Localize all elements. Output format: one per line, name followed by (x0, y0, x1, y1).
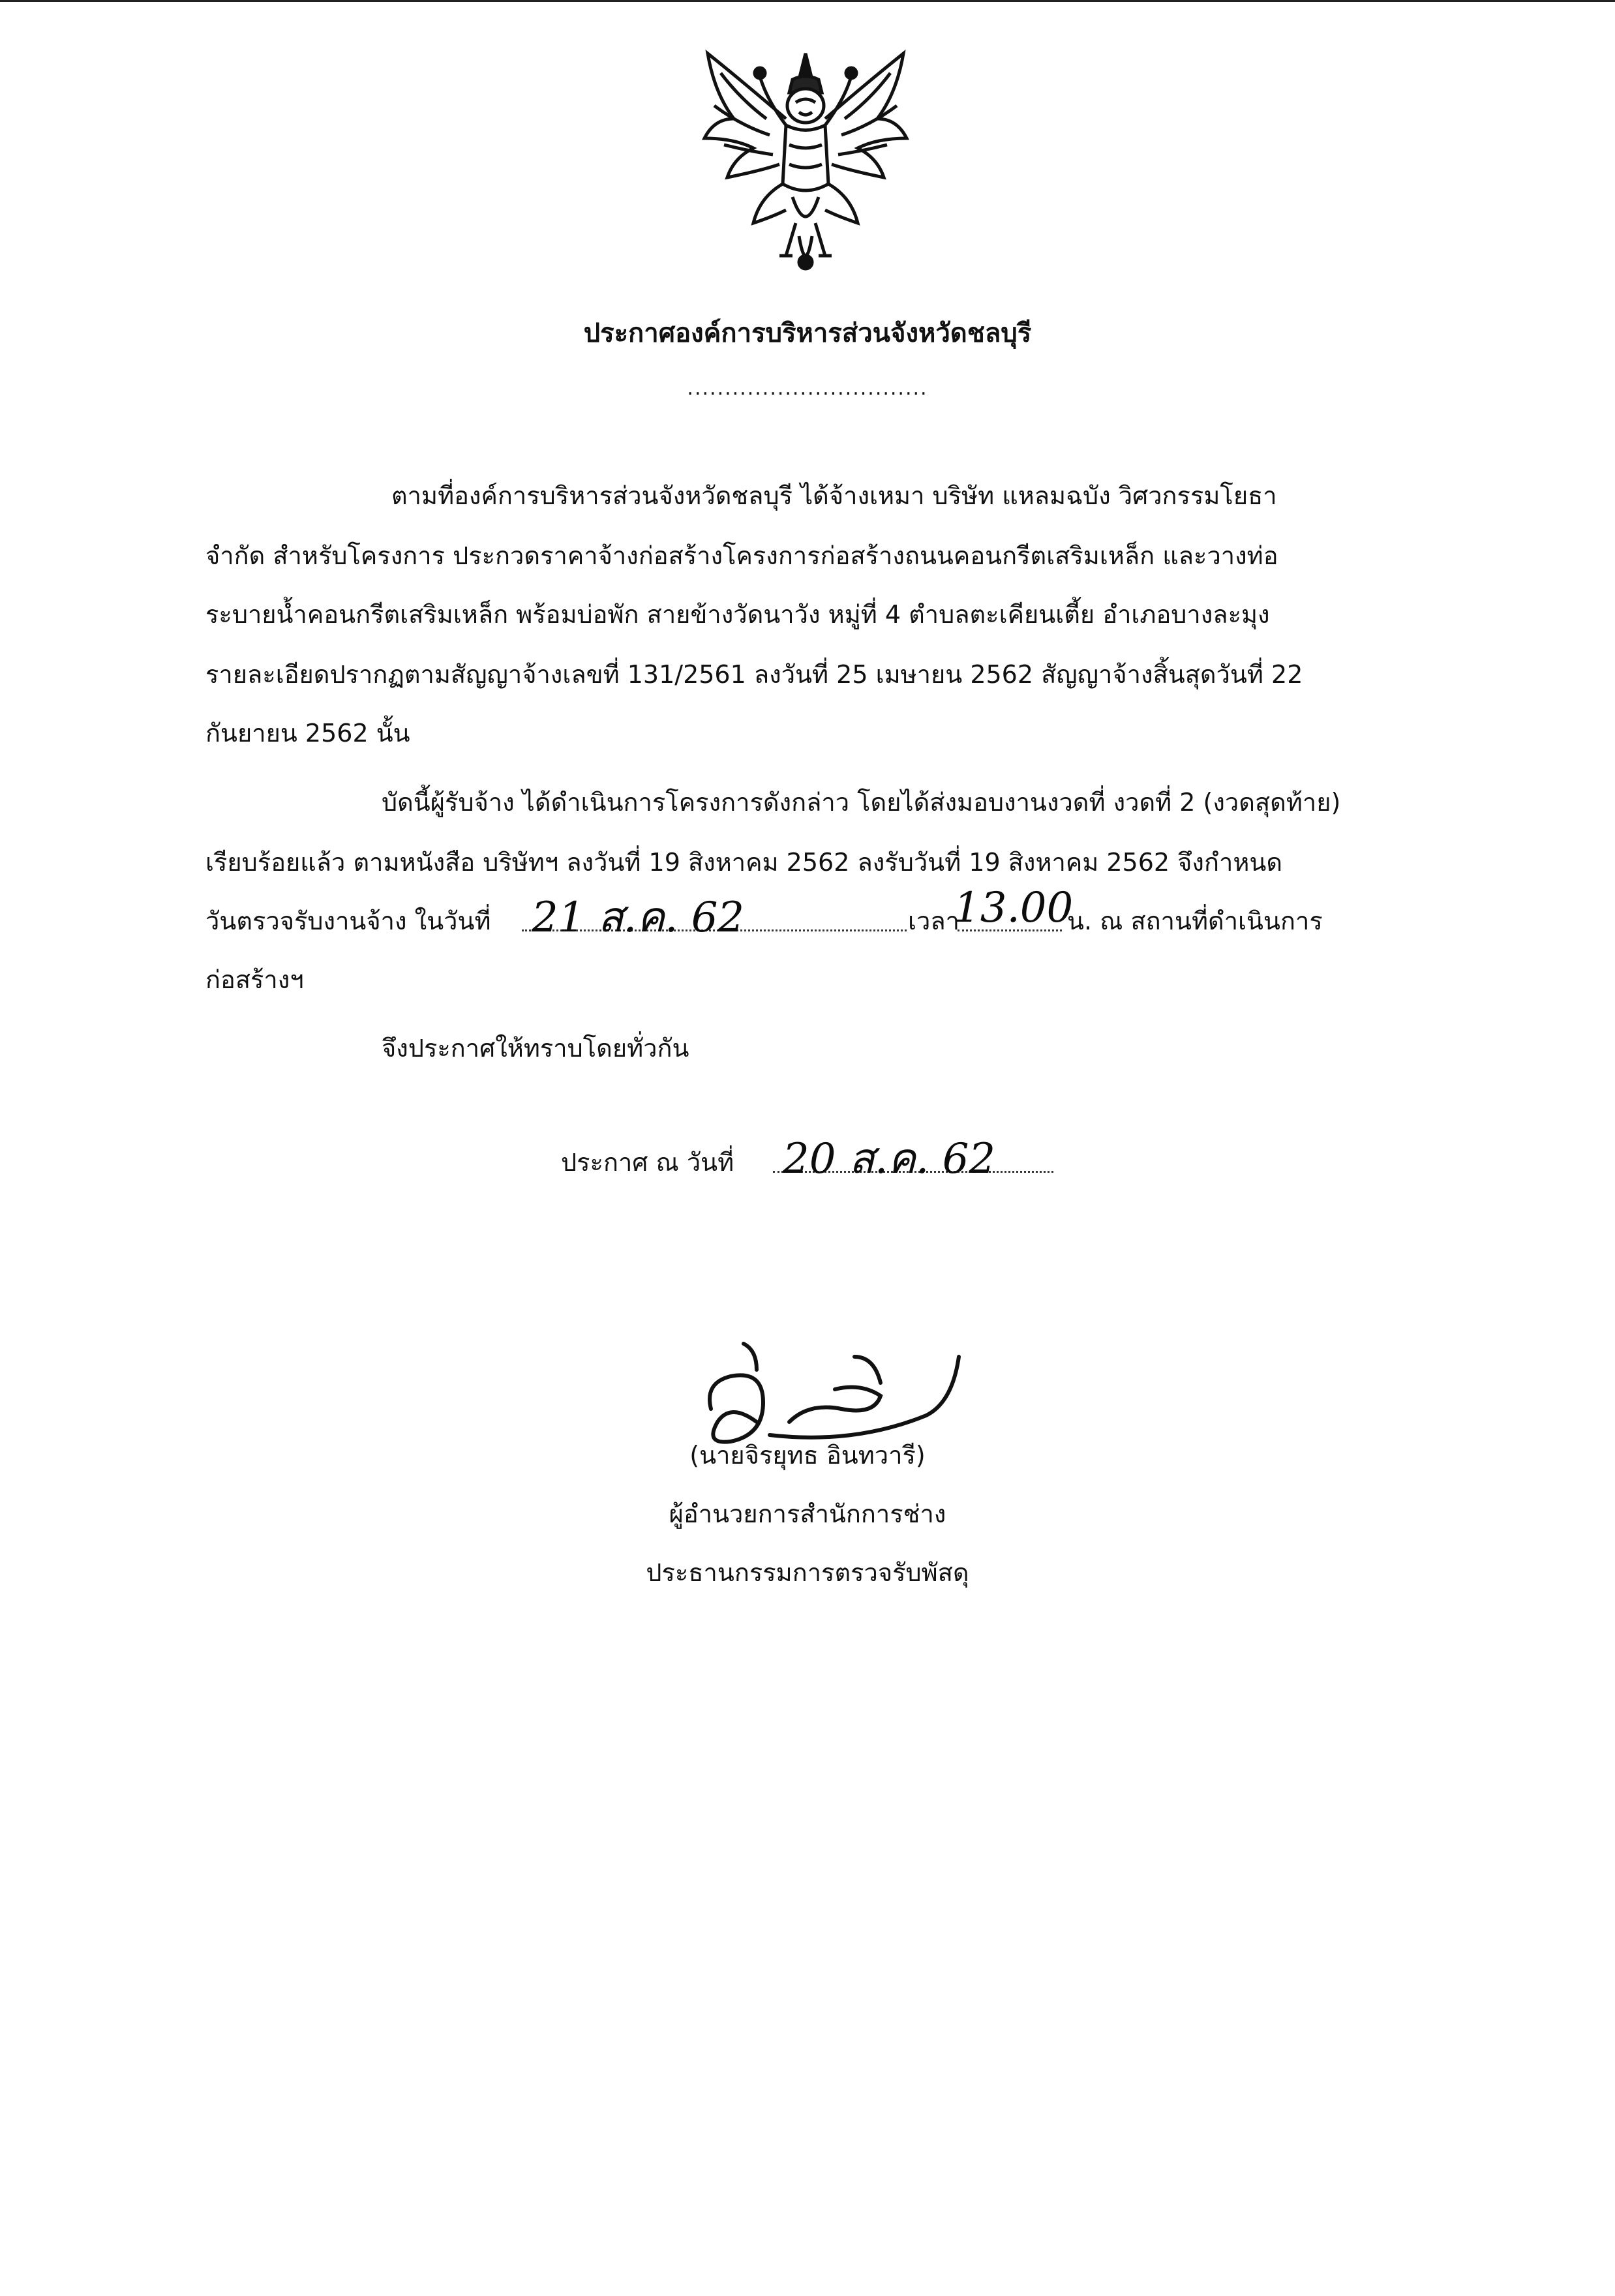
paragraph1-line1: ตามที่องค์การบริหารส่วนจังหวัดชลบุรี ได้จ้างเหมา บริษัท แหลมฉบัง วิศวกรรมโยธา (391, 481, 1277, 510)
signatory-committee-role: ประธานกรรมการตรวจรับพัสดุ (646, 1558, 969, 1587)
announce-date-label: ประกาศ ณ วันที่ (561, 1148, 734, 1177)
paragraph1-line5: กันยายน 2562 นั้น (205, 719, 410, 748)
handwritten-inspection-date: 21 ส.ค. 62 (532, 894, 745, 942)
garuda-emblem (695, 40, 916, 288)
paragraph1-line3: ระบายน้ำคอนกรีตเสริมเหล็ก พร้อมบ่อพัก สายข้างวัดนาวัง หมู่ที่ 4 ตำบลตะเคียนเตี้ย อำเภอบางละมุง (205, 600, 1270, 629)
inspection-location-label: น. ณ สถานที่ดำเนินการ (1067, 907, 1323, 935)
inspection-date-label: วันตรวจรับงานจ้าง ในวันที่ (205, 907, 491, 935)
signatory-name: (นายจิรยุทธ อินทวารี) (689, 1441, 926, 1470)
handwritten-announce-date: 20 ส.ค. 62 (783, 1135, 996, 1183)
paragraph2-line2: เรียบร้อยแล้ว ตามหนังสือ บริษัทฯ ลงวันที่ 19 สิงหาคม 2562 ลงรับวันที่ 19 สิงหาคม 2562 จึงกำหนด (205, 848, 1283, 877)
paragraph2-line4: ก่อสร้างฯ (205, 965, 304, 994)
paragraph1-line2: จำกัด สำหรับโครงการ ประกวดราคาจ้างก่อสร้างโครงการก่อสร้างถนนคอนกรีตเสริมเหล็ก และวางท่อ (205, 541, 1278, 570)
closing-statement: จึงประกาศให้ทราบโดยทั่วกัน (382, 1034, 689, 1063)
paragraph1-line4: รายละเอียดปรากฏตามสัญญาจ้างเลขที่ 131/2561 ลงวันที่ 25 เมษายน 2562 สัญญาจ้างสิ้นสุดวันที่ 22 (205, 660, 1303, 689)
time-label: เวลา (908, 907, 959, 935)
paragraph2-line1: บัดนี้ผู้รับจ้าง ได้ดำเนินการโครงการดังกล่าว โดยได้ส่งมอบงานงวดที่ งวดที่ 2 (งวดสุดท้าย) (382, 788, 1341, 817)
handwritten-inspection-time: 13.00 (954, 884, 1074, 932)
announcement-title: ประกาศองค์การบริหารส่วนจังหวัดชลบุรี (583, 318, 1032, 348)
top-border (0, 0, 1615, 2)
signatory-position: ผู้อำนวยการสำนักการช่าง (669, 1500, 946, 1528)
title-separator: ................................ (687, 377, 928, 400)
